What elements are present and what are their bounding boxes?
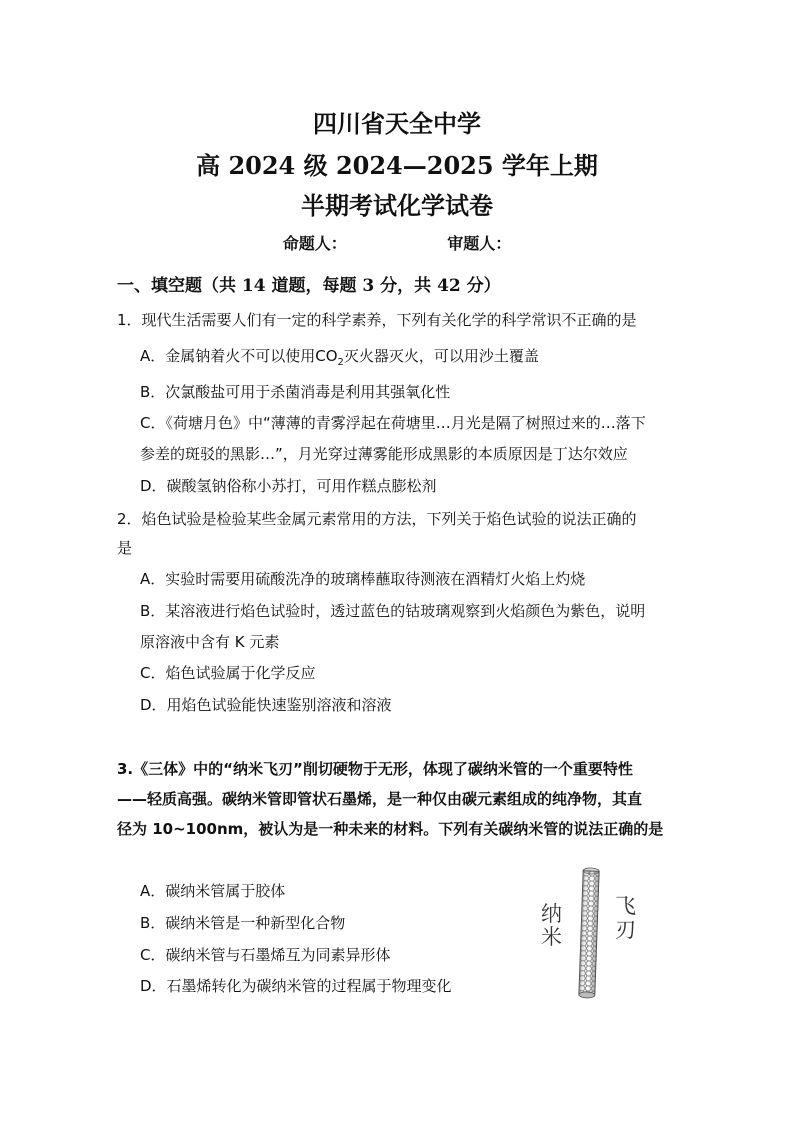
q2-option-b-line2: 原溶液中含有 K 元素 bbox=[140, 633, 280, 651]
q1-option-b: B．次氯酸盐可用于杀菌消毒是利用其强氧化性 bbox=[140, 383, 451, 401]
figure-label-ren: 刃 bbox=[615, 918, 636, 942]
q1-option-c-line2: 参差的斑驳的黑影…”，月光穿过薄雾能形成黑影的本质原因是丁达尔效应 bbox=[140, 445, 628, 463]
section-title: 一、填空题（共 14 道题，每题 3 分，共 42 分） bbox=[117, 276, 501, 296]
q1-option-a-prefix: A．金属钠着火不可以使用 bbox=[140, 347, 316, 365]
q3-stem-line3: 径为 10~100nm，被认为是一种未来的材料。下列有关碳纳米管的说法正确的是 bbox=[117, 820, 664, 838]
q3-option-a: A．碳纳米管属于胶体 bbox=[140, 882, 286, 900]
figure-label-fei: 飞 bbox=[615, 894, 636, 918]
co2-subscript: 2 bbox=[337, 357, 344, 368]
reviewer-label: 审题人： bbox=[447, 234, 512, 253]
q2-option-c: C．焰色试验属于化学反应 bbox=[140, 664, 316, 682]
q1-stem: 1．现代生活需要人们有一定的科学素养，下列有关化学的科学常识不正确的是 bbox=[117, 311, 637, 329]
q3-stem-line1: 3.《三体》中的“纳米飞刃”削切硬物于无形，体现了碳纳米管的一个重要特性 bbox=[117, 760, 633, 778]
q2-option-a: A．实验时需要用硫酸洗净的玻璃棒蘸取待测液在酒精灯火焰上灼烧 bbox=[140, 570, 586, 588]
q2-option-d: D．用焰色试验能快速鉴别溶液和溶液 bbox=[140, 696, 392, 714]
q1-option-a bbox=[140, 346, 539, 373]
q3-stem-line2: ——轻质高强。碳纳米管即管状石墨烯，是一种仅由碳元素组成的纯净物，其直 bbox=[117, 790, 643, 808]
q1-option-a-suffix: 灭火器灭火，可以用沙土覆盖 bbox=[343, 347, 539, 365]
q1-option-c-line1: C．《荷塘月色》中“薄薄的青雾浮起在荷塘里…月光是隔了树照过来的…落下 bbox=[140, 414, 646, 432]
co2-formula: CO bbox=[315, 347, 338, 365]
exam-title: 半期考试化学试卷 bbox=[301, 191, 493, 220]
grade-title: 高 2024 级 2024—2025 学年上期 bbox=[196, 151, 598, 180]
figure-label-mi: 米 bbox=[541, 925, 562, 949]
school-title: 四川省天全中学 bbox=[313, 109, 481, 138]
carbon-nanotube-illustration bbox=[575, 866, 605, 1000]
q2-stem-line1: 2．焰色试验是检验某些金属元素常用的方法，下列关于焰色试验的说法正确的 bbox=[117, 510, 637, 528]
q3-option-b: B．碳纳米管是一种新型化合物 bbox=[140, 914, 346, 932]
q1-option-d: D．碳酸氢钠俗称小苏打，可用作糕点膨松剂 bbox=[140, 477, 437, 495]
authors-line bbox=[0, 231, 794, 254]
q2-option-b-line1: B．某溶液进行焰色试验时，透过蓝色的钴玻璃观察到火焰颜色为紫色，说明 bbox=[140, 602, 646, 620]
q3-option-c: C．碳纳米管与石墨烯互为同素异形体 bbox=[140, 946, 391, 964]
q2-stem-line2: 是 bbox=[117, 539, 133, 557]
author-label: 命题人： bbox=[282, 234, 347, 253]
q3-option-d: D．石墨烯转化为碳纳米管的过程属于物理变化 bbox=[140, 977, 452, 995]
figure-label-na: 纳 bbox=[541, 902, 562, 926]
